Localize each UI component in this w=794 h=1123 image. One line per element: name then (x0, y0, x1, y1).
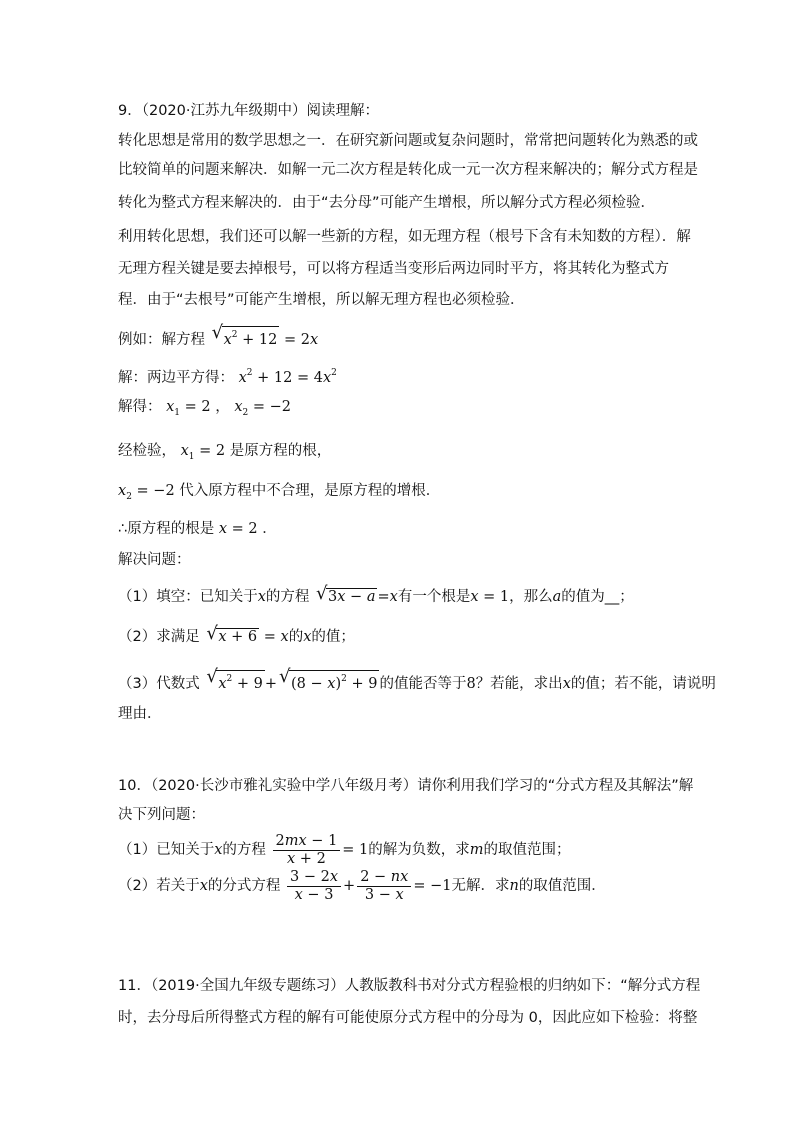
q9-reject-line (118, 481, 440, 507)
conclusion-label: ∴原方程的根是 (118, 521, 215, 537)
p2-text-c: 的值； (311, 629, 355, 645)
reject-root: $x_2 = -2$ (118, 483, 175, 502)
result-label: 解得： (118, 399, 162, 415)
p2-text-a: （2）求满足 (118, 629, 200, 645)
q10-p2-text-c: 无解．求 (451, 878, 510, 894)
q11-line-2: 时，去分母后所得整式方程的解有可能使原分式方程中的分母为 0，因此应如下检验：将整 (118, 1010, 698, 1026)
q9-intro-line-6: 程．由于“去根号”可能产生增根，所以解无理方程也必须检验． (118, 292, 525, 308)
q9-check-line (118, 441, 331, 467)
q9-intro-line-2: 比较简单的问题来解决．如解一元二次方程是转化成一元一次方程来解决的；解分式方程是 (118, 162, 698, 178)
p1-text-e: 的值为__； (561, 589, 634, 605)
q10-p2-fraction-2: $\frac{2 - nx}{3 - x}$ (357, 869, 411, 904)
q9-example-line (118, 322, 319, 350)
solve-label: 解：两边平方得： (118, 370, 234, 386)
q9-problem-2: （2）求满足 √ x + 6 = x的x的值； (118, 623, 355, 645)
p3-text-a: （3）代数式 (118, 676, 200, 692)
q9-problem-3-cont: 理由． (118, 706, 162, 722)
p1-radical: √ 3x − a (316, 583, 376, 605)
q10-p1-text-a: （1）已知关于 (118, 842, 215, 858)
q10-problem-2: （2）若关于x的分式方程 $\frac{3 - 2x}{x - 3}$ + $\frac{2 - nx}{3 - x}$ = −1无解．求n的取值范围． (118, 868, 606, 903)
q9-conclusion-line (118, 519, 277, 539)
p1-text-d: ，那么 (509, 589, 553, 605)
p2-text-b: 的 (288, 629, 304, 645)
root-2: $x_2 = -2$ (234, 399, 292, 418)
q9-solve-line (118, 363, 337, 388)
q10-p2-text-d: 的取值范围． (518, 878, 606, 894)
p3-number: 8 (466, 676, 476, 692)
example-label: 例如：解方程 (118, 332, 205, 348)
q9-header: 9．（2020·江苏九年级期中）阅读理解： (118, 103, 379, 119)
solve-equation: $x^2 + 12 = 4x^2$ (238, 368, 337, 386)
p1-text-c: 有一个根是 (397, 589, 471, 605)
root-1: $x_1 = 2$ (166, 399, 211, 418)
conclusion-tail: ． (262, 521, 277, 537)
q10-p1-text-c: 的解为负数，求 (368, 842, 470, 858)
q10-header-cont: 决下列问题： (118, 807, 205, 823)
q10-p2-text-a: （2）若关于 (118, 878, 200, 894)
q10-p1-fraction: $\frac{2mx - 1}{x + 2}$ (273, 833, 341, 868)
p3-text-c: ？若能，求出 (475, 676, 563, 692)
q10-p1-text-b: 的方程 (222, 842, 266, 858)
p1-text-a: （1）填空：已知关于 (118, 589, 258, 605)
q10-p2-text-b: 的分式方程 (207, 878, 281, 894)
reject-tail: 代入原方程中不合理，是原方程的增根． (179, 483, 441, 499)
q9-intro-line-1: 转化思想是常用的数学思想之一．在研究新问题或复杂问题时，常常把问题转化为熟悉的或 (118, 133, 698, 149)
q9-problems-label: 解决问题： (118, 552, 191, 568)
check-root: $x_1 = 2$ (180, 443, 226, 462)
q9-problem-3: （3）代数式 √ $x^2 + 9$ + √ $(8 - x)^2 + 9$ 的值能否等于8？若能，求出x的值；若不能，请说明 (118, 666, 716, 692)
q10-p2-fraction-1: $\frac{3 - 2x}{x - 3}$ (287, 869, 341, 904)
p3-radical-2: √ $(8 - x)^2 + 9$ (279, 666, 378, 692)
q10-p1-text-d: 的取值范围； (483, 842, 571, 858)
q9-intro-line-5: 无理方程关键是要去掉根号，可以将方程适当变形后两边同时平方，将其转化为整式方 (118, 261, 669, 277)
p3-text-b: 的值能否等于 (379, 676, 467, 692)
q10-problem-1: （1）已知关于x的方程 $\frac{2mx - 1}{x + 2}$ = 1的解为负数，求m的取值范围； (118, 832, 571, 867)
q9-intro-line-4: 利用转化思想，我们还可以解一些新的方程，如无理方程（根号下含有未知数的方程）．解 (118, 229, 691, 245)
p2-radical: √ x + 6 (206, 623, 258, 645)
q11-line-1: 11．（2019·全国九年级专题练习）人教版教科书对分式方程验根的归纳如下：“解分式方程 (118, 978, 701, 994)
check-label: 经检验， (118, 443, 176, 459)
check-tail: 是原方程的根， (229, 443, 332, 459)
example-radical: √ $x^2 + 12$ (211, 322, 278, 348)
p3-text-d: 的值；若不能，请说明 (570, 676, 716, 692)
q9-result-line: 解得： $x_1 = 2$ ， $x_2 = -2$ (118, 399, 292, 418)
q9-problem-1: （1）填空：已知关于x的方程 √ 3x − a =x有一个根是x = 1，那么a的值为__； (118, 583, 634, 605)
p1-text-b: 的方程 (265, 589, 310, 605)
q9-intro-line-3: 转化为整式方程来解决的．由于“去分母”可能产生增根，所以解分式方程必须检验． (118, 195, 656, 211)
example-rhs: = 2x (283, 332, 319, 348)
q10-header: 10．（2020·长沙市雅礼实验中学八年级月考）请你利用我们学习的“分式方程及其解法”解 (118, 778, 694, 794)
p3-radical-1: √ $x^2 + 9$ (206, 666, 263, 692)
conclusion-value: x = 2 (218, 521, 258, 537)
